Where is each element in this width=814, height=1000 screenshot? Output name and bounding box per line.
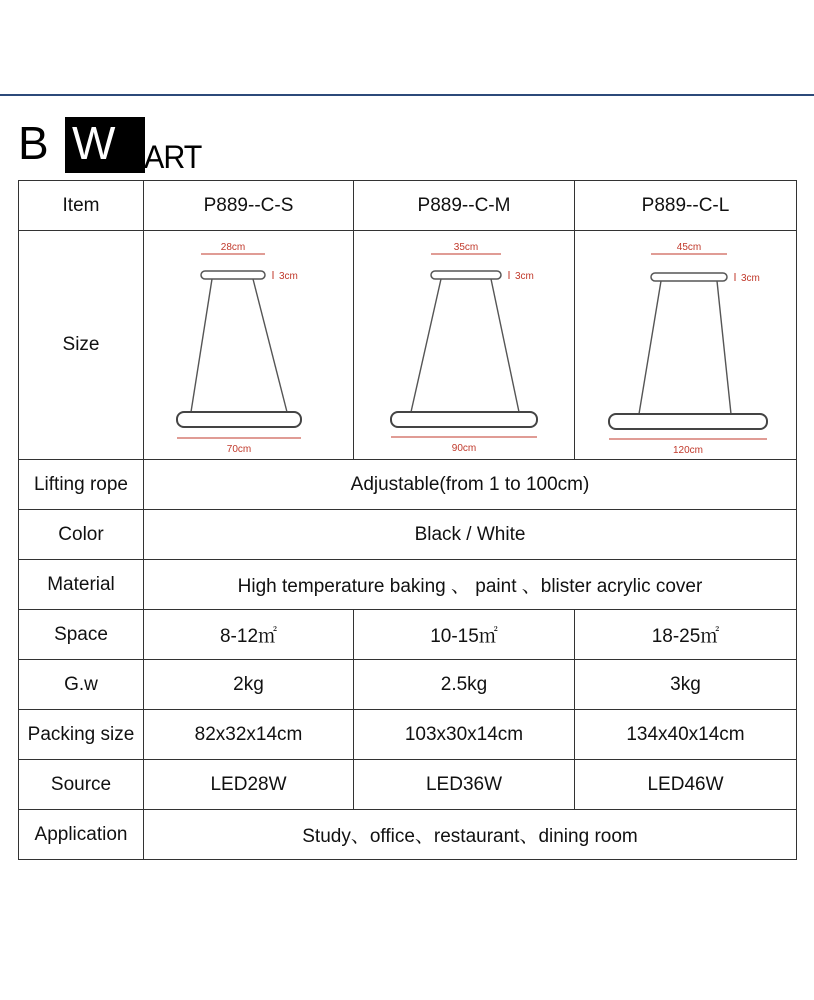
logo-letter-b: B (18, 117, 49, 169)
application-label: Application (19, 810, 144, 860)
item-label: Item (19, 181, 144, 231)
size-diagram-l (575, 231, 797, 460)
packing-m: 103x30x14cm (354, 710, 575, 760)
row-item (19, 181, 797, 231)
packing-l: 134x40x14cm (575, 710, 797, 760)
spec-table (18, 180, 797, 860)
canopy-height-l: 3cm (740, 273, 760, 284)
weight-m: 2.5kg (354, 660, 575, 710)
space-m: 10-15㎡ (354, 610, 575, 660)
row-size (19, 231, 797, 460)
top-width-s: 28cm (220, 242, 245, 253)
space-label: Space (19, 610, 144, 660)
logo-art: ART (144, 139, 202, 175)
weight-s: 2kg (144, 660, 354, 710)
packing-s: 82x32x14cm (144, 710, 354, 760)
top-width-m: 35cm (453, 242, 479, 253)
bottom-width-s: 70cm (226, 444, 251, 455)
row-material (19, 560, 797, 610)
size-diagram-m (354, 231, 575, 460)
canopy-height-s: 3cm (278, 271, 298, 282)
header-divider (0, 94, 814, 96)
row-space (19, 610, 797, 660)
row-color (19, 510, 797, 560)
size-diagram-s (144, 231, 354, 460)
packing-label: Packing size (19, 710, 144, 760)
size-label: Size (19, 231, 144, 460)
row-lifting-rope (19, 460, 797, 510)
application-value: Study、office、restaurant、dining room (144, 810, 797, 860)
gw-label: G.w (19, 660, 144, 710)
model-m: P889--C-M (354, 181, 575, 231)
source-s: LED28W (144, 760, 354, 810)
weight-l: 3kg (575, 660, 797, 710)
source-l: LED46W (575, 760, 797, 810)
space-l: 18-25㎡ (575, 610, 797, 660)
row-application (19, 810, 797, 860)
canopy-height-m: 3cm (515, 271, 534, 282)
bottom-width-l: 120cm (672, 445, 703, 456)
row-packing-size (19, 710, 797, 760)
lifting-value: Adjustable(from 1 to 100cm) (144, 460, 797, 510)
color-label: Color (19, 510, 144, 560)
lamp-diagram-l (581, 232, 791, 458)
model-s: P889--C-S (144, 181, 354, 231)
bottom-width-m: 90cm (451, 443, 477, 454)
material-value: High temperature baking 、 paint 、blister acrylic cover (144, 560, 797, 610)
lamp-diagram-s (149, 232, 349, 458)
logo-letter-w: W (72, 117, 114, 169)
source-m: LED36W (354, 760, 575, 810)
brand-logo (14, 117, 204, 173)
color-value: Black / White (144, 510, 797, 560)
space-s: 8-12㎡ (144, 610, 354, 660)
row-source (19, 760, 797, 810)
lifting-label: Lifting rope (19, 460, 144, 510)
model-l: P889--C-L (575, 181, 797, 231)
row-gross-weight (19, 660, 797, 710)
source-label: Source (19, 760, 144, 810)
material-label: Material (19, 560, 144, 610)
top-width-l: 45cm (676, 242, 701, 253)
lamp-diagram-m (359, 232, 569, 458)
